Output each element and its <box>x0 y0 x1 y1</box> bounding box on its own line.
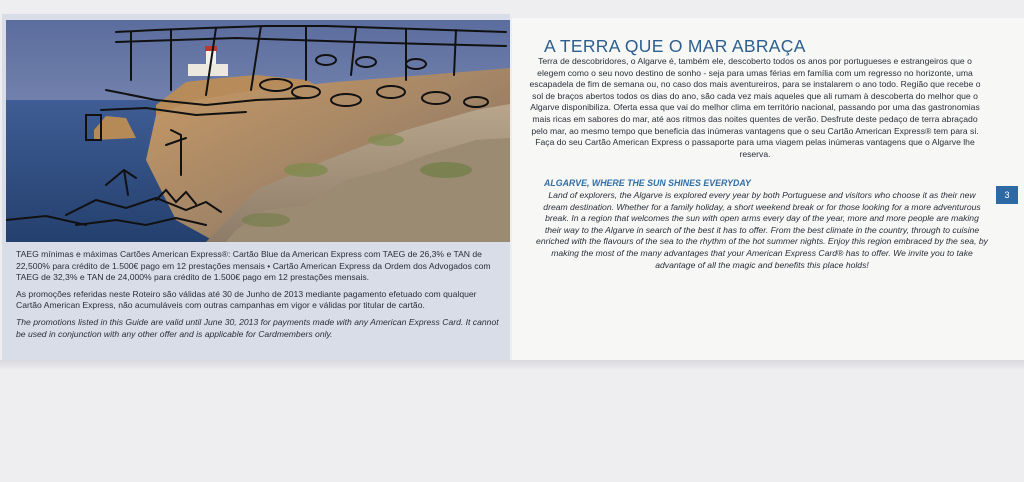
english-subheading: ALGARVE, WHERE THE SUN SHINES EVERYDAY <box>544 178 751 188</box>
legal-disclaimer-pt: TAEG mínimas e máximas Cartões American Express®: Cartão Blue da American Express com TAEG de 26,3% e TAN de 22,500% para crédito de 1.500€ pago em 12 prestações mensais • Cartão American Express da Ordem dos Advogados com TAEG de 32,3% e TAN de 24,000% para crédito de 1.500€ pago em 12 prestações mensais. <box>16 249 491 283</box>
page-number-badge: 3 <box>996 186 1018 204</box>
cliff-photo-with-doodles <box>6 20 510 242</box>
booklet-shadow <box>0 360 1024 370</box>
body-text-pt: Terra de descobridores, o Algarve é, também ele, descoberto todos os anos por portugueses e estrangeiros que o elegem como o seu novo destino de sonho - seja para umas férias em família com um regresso no horizonte, uma escapadela de fim de semana ou, no caso dos mais aventureiros, para se instalarem o ano todo. Região que recebe o sol de braços abertos todos os dias do ano, são cada vez mais aqueles que ali rumam à descoberta do melhor que o Algarve disponibiliza. Oferta essa que vai do melhor clima em território nacional, passando por uma das gastronomias mais ricas em sabores do mar, até aos ritmos das noites quentes de verão. Desfrute deste pedaço de terra abraçado pelo mar, ao mesmo tempo que beneficia das inúmeras vantagens que o seu Cartão American Express® tem para si. Faça do seu Cartão American Express o passaporte para uma viagem pelas inúmeras vantagens que o Algarve lhe reserva. <box>529 56 981 159</box>
cliff-photo-illustration <box>6 20 510 242</box>
promotion-terms-en: The promotions listed in this Guide are valid until June 30, 2013 for payments made with any American Express Card. It cannot be used in conjunction with any other offer and is applicable for Cardmembers only. <box>16 316 499 339</box>
left-page <box>2 14 510 360</box>
right-page <box>512 18 1024 362</box>
left-page-text <box>16 249 504 345</box>
page-title: A TERRA QUE O MAR ABRAÇA <box>544 36 806 56</box>
promotion-terms-pt: As promoções referidas neste Roteiro são válidas até 30 de Junho de 2013 mediante pagamento efetuado com qualquer Cartão American Express, não acumuláveis com outras campanhas em vigor e válidas por titular de cartão. <box>16 288 477 311</box>
body-text-en: Land of explorers, the Algarve is explored every year by both Portuguese and visitors who choose it as their new dream destination. Whether for a family holiday, a short weekend break or for those looking for a more adventurous break. In a region that welcomes the sun with open arms every day of the year, more and more people are making their way to the Algarve in search of the best it has to offer. From the best climate in the country, through to cuisine enriched with the flavours of the sea to the rhythm of the hot summer nights. Enjoy this region embraced by the sea, by making the most of the many advantages that your American Express Card® has to offer. We invite you to take advantage of all the magic and benefits this place holds! <box>536 190 988 270</box>
